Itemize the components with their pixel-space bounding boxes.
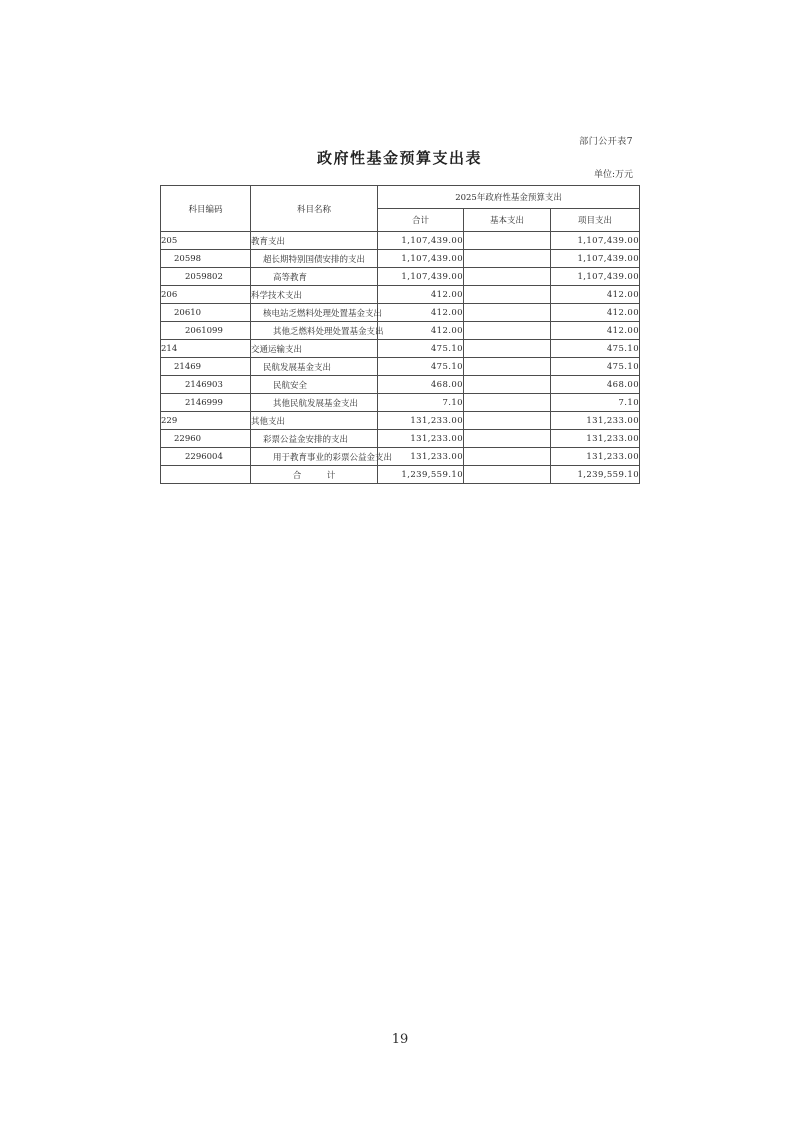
cell-subject-name: 交通运输支出: [251, 340, 378, 358]
cell-subject-code: 20598: [161, 250, 251, 268]
cell-project: 412.00: [551, 304, 640, 322]
cell-project: 475.10: [551, 340, 640, 358]
cell-subject-code: 229: [161, 412, 251, 430]
cell-basic: [464, 322, 551, 340]
cell-subject-code: 206: [161, 286, 251, 304]
header-subject-code: 科目编码: [161, 186, 251, 232]
table-row: [161, 232, 640, 250]
cell-total: 468.00: [378, 376, 464, 394]
header-basic-expenditure: 基本支出: [464, 209, 551, 232]
table-row: [161, 250, 640, 268]
cell-project: 131,233.00: [551, 448, 640, 466]
cell-subject-name: 民航安全: [251, 376, 378, 394]
cell-basic: [464, 304, 551, 322]
cell-basic: [464, 376, 551, 394]
cell-subject-code: [161, 466, 251, 484]
page-number: 19: [391, 1032, 409, 1047]
table-row: [161, 268, 640, 286]
cell-project: 1,107,439.00: [551, 268, 640, 286]
cell-project: 131,233.00: [551, 430, 640, 448]
table-row: [161, 412, 640, 430]
cell-project: 1,107,439.00: [551, 250, 640, 268]
cell-project: 131,233.00: [551, 412, 640, 430]
cell-total: 412.00: [378, 322, 464, 340]
cell-basic: [464, 286, 551, 304]
cell-basic: [464, 430, 551, 448]
cell-grand-total-label: 合 计: [251, 466, 378, 484]
cell-basic: [464, 340, 551, 358]
cell-subject-code: 214: [161, 340, 251, 358]
cell-total: 7.10: [378, 394, 464, 412]
table-row: [161, 376, 640, 394]
table-row: [161, 394, 640, 412]
cell-subject-code: 2146903: [161, 376, 251, 394]
cell-subject-name: 其他民航发展基金支出: [251, 394, 378, 412]
cell-project: 1,107,439.00: [551, 232, 640, 250]
header-project-expenditure: 项目支出: [551, 209, 640, 232]
cell-total: 131,233.00: [378, 430, 464, 448]
cell-total: 1,107,439.00: [378, 268, 464, 286]
cell-total: 1,107,439.00: [378, 250, 464, 268]
cell-subject-name: 超长期特别国债安排的支出: [251, 250, 378, 268]
cell-subject-code: 22960: [161, 430, 251, 448]
cell-project: 1,239,559.10: [551, 466, 640, 484]
cell-subject-code: 205: [161, 232, 251, 250]
cell-subject-name: 核电站乏燃料处理处置基金支出: [251, 304, 378, 322]
cell-subject-code: 2296004: [161, 448, 251, 466]
cell-total: 131,233.00: [378, 448, 464, 466]
page-title: 政府性基金预算支出表: [316, 149, 482, 167]
cell-project: 7.10: [551, 394, 640, 412]
header-subject-name: 科目名称: [251, 186, 378, 232]
cell-total: 475.10: [378, 340, 464, 358]
table-header-row: [161, 186, 640, 209]
cell-subject-name: 彩票公益金安排的支出: [251, 430, 378, 448]
cell-subject-name: 教育支出: [251, 232, 378, 250]
cell-basic: [464, 268, 551, 286]
cell-total: 475.10: [378, 358, 464, 376]
table-total-row: [161, 466, 640, 484]
doc-label: 部门公开表7: [579, 137, 633, 147]
table-row: [161, 340, 640, 358]
cell-subject-name: 其他乏燃料处理处置基金支出: [251, 322, 378, 340]
cell-subject-name: 用于教育事业的彩票公益金支出: [251, 448, 378, 466]
unit-note: 单位:万元: [593, 170, 633, 180]
cell-basic: [464, 466, 551, 484]
cell-project: 468.00: [551, 376, 640, 394]
table-row: [161, 358, 640, 376]
header-total: 合计: [378, 209, 464, 232]
cell-subject-code: 2061099: [161, 322, 251, 340]
table-row: [161, 304, 640, 322]
table-row: [161, 322, 640, 340]
cell-project: 475.10: [551, 358, 640, 376]
cell-subject-name: 高等教育: [251, 268, 378, 286]
cell-total: 1,239,559.10: [378, 466, 464, 484]
cell-project: 412.00: [551, 286, 640, 304]
cell-subject-name: 民航发展基金支出: [251, 358, 378, 376]
cell-subject-code: 20610: [161, 304, 251, 322]
header-group-2025: 2025年政府性基金预算支出: [378, 186, 640, 209]
cell-basic: [464, 412, 551, 430]
cell-total: 412.00: [378, 304, 464, 322]
cell-total: 1,107,439.00: [378, 232, 464, 250]
table-row: [161, 430, 640, 448]
cell-project: 412.00: [551, 322, 640, 340]
cell-basic: [464, 394, 551, 412]
cell-total: 412.00: [378, 286, 464, 304]
cell-subject-code: 21469: [161, 358, 251, 376]
cell-basic: [464, 232, 551, 250]
cell-basic: [464, 448, 551, 466]
cell-total: 131,233.00: [378, 412, 464, 430]
table-row: [161, 286, 640, 304]
cell-basic: [464, 250, 551, 268]
cell-subject-name: 科学技术支出: [251, 286, 378, 304]
cell-subject-name: 其他支出: [251, 412, 378, 430]
budget-expenditure-table: [160, 185, 640, 484]
table-row: [161, 448, 640, 466]
cell-basic: [464, 358, 551, 376]
cell-subject-code: 2146999: [161, 394, 251, 412]
cell-subject-code: 2059802: [161, 268, 251, 286]
